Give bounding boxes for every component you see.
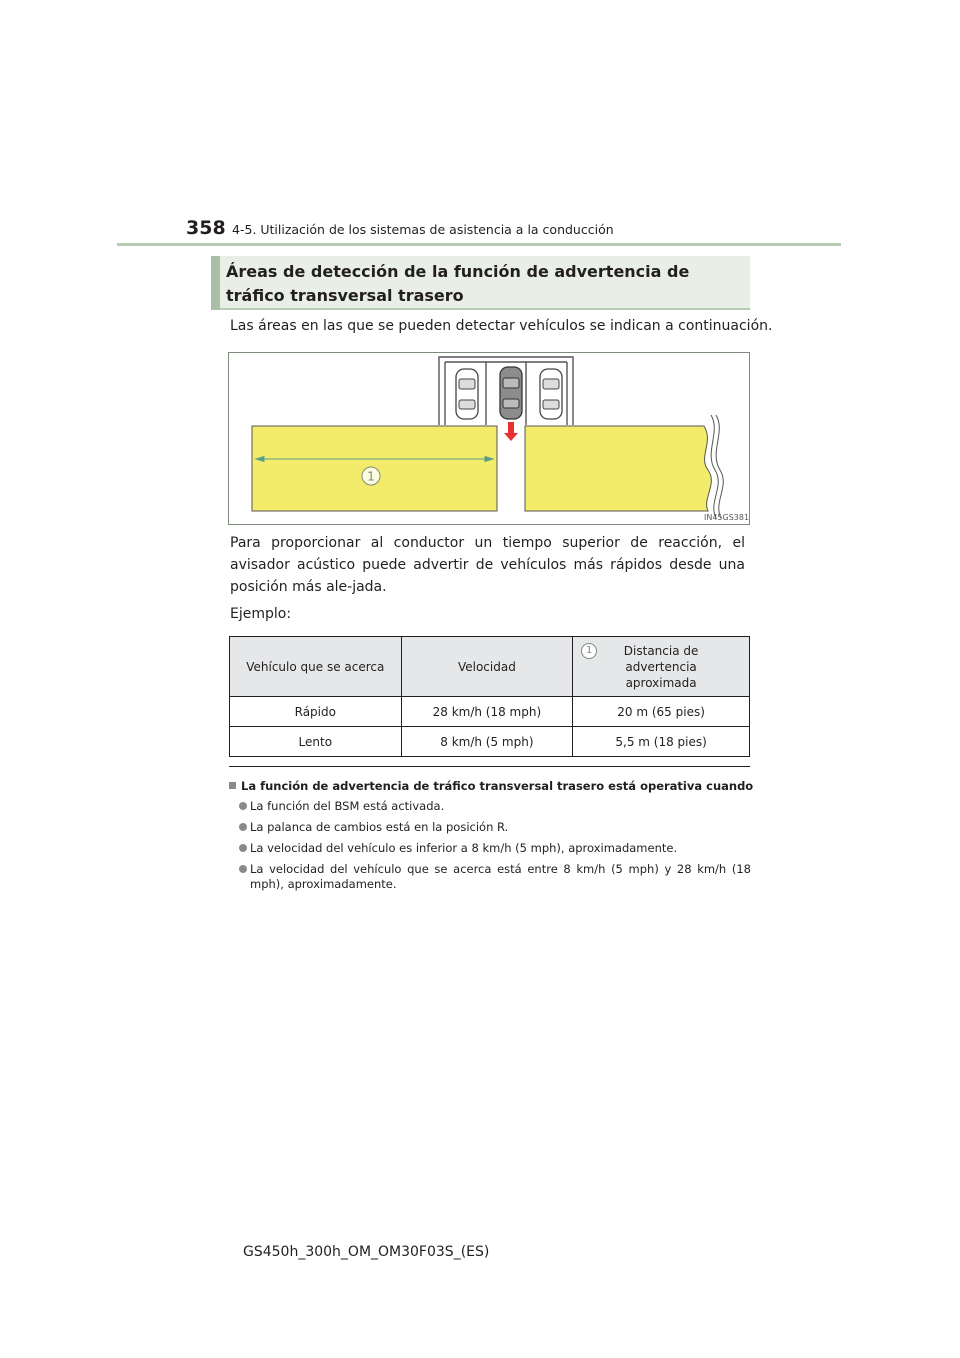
header-distance-label: Distancia de advertencia aproximada (623, 643, 699, 690)
cell-distance: 5,5 m (18 pies) (573, 727, 750, 757)
own-car (500, 367, 522, 419)
figure-code: IN45GS381 (704, 513, 750, 522)
list-item: La función del BSM está activada. (239, 799, 751, 814)
cell-vehicle: Lento (230, 727, 402, 757)
header-distance (573, 637, 750, 697)
footer-code: GS450h_300h_OM_OM30F03S_(ES) (243, 1244, 490, 1260)
marker-number: 1 (367, 469, 375, 484)
intro-text: Las áreas en las que se pueden detectar vehículos se indican a continuación. (230, 318, 773, 334)
page-number: 358 (186, 217, 226, 239)
warning-distance-table (229, 636, 750, 757)
table-row (230, 727, 750, 757)
section-title: 4-5. Utilización de los sistemas de asistencia a la conducción (232, 222, 614, 237)
table-row (230, 697, 750, 727)
header-speed: Velocidad (401, 637, 573, 697)
cell-distance: 20 m (65 pies) (573, 697, 750, 727)
header-marker: 1 (581, 643, 597, 659)
detection-area-diagram (228, 352, 750, 525)
square-bullet-icon (229, 782, 236, 789)
header-vehicle: Vehículo que se acerca (230, 637, 402, 697)
list-item: La velocidad del vehículo es inferior a 8 km/h (5 mph), aproximadamente. (239, 841, 751, 856)
bullet-icon (239, 823, 247, 831)
parked-car-right (540, 369, 562, 419)
heading-accent-bar (211, 256, 220, 310)
table-header-row (230, 637, 750, 697)
cell-speed: 8 km/h (5 mph) (401, 727, 573, 757)
page-heading: Áreas de detección de la función de advertencia de tráfico transversal trasero (226, 262, 690, 305)
bullet-icon (239, 802, 247, 810)
detection-zone-right (525, 426, 711, 511)
note-title: La función de advertencia de tráfico transversal trasero está operativa cuando (229, 779, 753, 793)
cell-vehicle: Rápido (230, 697, 402, 727)
cell-speed: 28 km/h (18 mph) (401, 697, 573, 727)
parked-car-left (456, 369, 478, 419)
bullet-icon (239, 865, 247, 873)
list-item: La palanca de cambios está en la posición R. (239, 820, 751, 835)
example-label: Ejemplo: (230, 606, 292, 622)
note-rule (229, 766, 750, 767)
body-paragraph: Para proporcionar al conductor un tiempo superior de reacción, el avisador acústico puede advertir de vehículos más rápidos desde una posición más ale-jada. (230, 535, 745, 595)
bullet-icon (239, 844, 247, 852)
header-rule (117, 243, 841, 246)
list-item: La velocidad del vehículo que se acerca está entre 8 km/h (5 mph) y 28 km/h (18 mph), aproximadamente. (239, 862, 751, 892)
